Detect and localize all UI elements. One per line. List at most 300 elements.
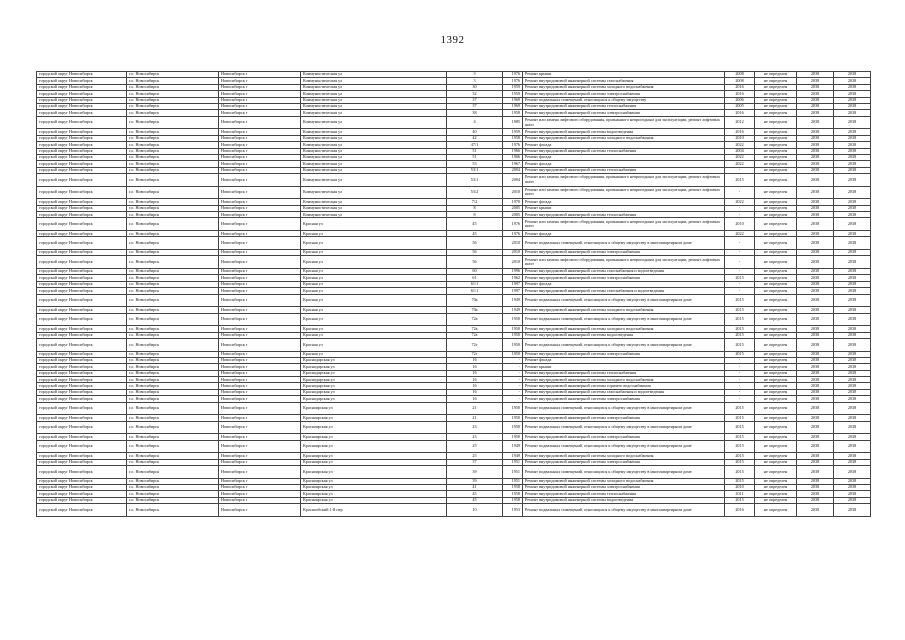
work-type-cell: Ремонт подвальных помещений, относящихся к общему имуществу в многоквартирном доме bbox=[523, 402, 725, 415]
locality-cell: Новосибирск г bbox=[219, 377, 301, 383]
municipality-cell: городской округ Новосибирск bbox=[37, 231, 127, 237]
page-number: 1392 bbox=[440, 34, 465, 46]
year-built-cell: - bbox=[503, 364, 523, 370]
year-built-cell: 1958 bbox=[503, 135, 523, 141]
street-cell: Красноярская ул bbox=[301, 434, 447, 440]
year-built-cell: - bbox=[503, 357, 523, 363]
year-plan-end-cell: 2038 bbox=[834, 357, 871, 363]
locality-cell: Новосибирск г bbox=[219, 370, 301, 376]
locality-cell: Новосибирск г bbox=[219, 116, 301, 129]
work-type-cell: Ремонт внутридомовой инженерной системы горячего водоснабжения bbox=[523, 383, 725, 389]
year-from-cell: 2010 bbox=[725, 484, 755, 490]
settlement-cell: г.о. Новосибирск bbox=[127, 370, 219, 376]
settlement-cell: г.о. Новосибирск bbox=[127, 78, 219, 84]
work-type-cell: Ремонт крыши bbox=[523, 364, 725, 370]
year-plan-start-cell: 2038 bbox=[797, 135, 834, 141]
year-built-cell: 1976 bbox=[503, 142, 523, 148]
settlement-cell: г.о. Новосибирск bbox=[127, 103, 219, 109]
status-cell: не определен bbox=[755, 97, 797, 103]
municipality-cell: городской округ Новосибирск bbox=[37, 103, 127, 109]
status-cell: не определен bbox=[755, 154, 797, 160]
year-plan-end-cell: 2038 bbox=[834, 250, 871, 256]
year-built-cell: 2004 bbox=[503, 174, 523, 187]
year-built-cell: 1969 bbox=[503, 97, 523, 103]
year-from-cell: 2015 bbox=[725, 421, 755, 434]
settlement-cell: г.о. Новосибирск bbox=[127, 351, 219, 357]
year-plan-end-cell: 2038 bbox=[834, 148, 871, 154]
status-cell: не определен bbox=[755, 212, 797, 218]
locality-cell: Новосибирск г bbox=[219, 459, 301, 465]
status-cell: не определен bbox=[755, 288, 797, 294]
year-plan-start-cell: 2038 bbox=[797, 504, 834, 517]
street-cell: Красная ул bbox=[301, 250, 447, 256]
locality-cell: Новосибирск г bbox=[219, 91, 301, 97]
status-cell: не определен bbox=[755, 275, 797, 281]
municipality-cell: городской округ Новосибирск bbox=[37, 415, 127, 421]
municipality-cell: городской округ Новосибирск bbox=[37, 161, 127, 167]
municipality-cell: городской округ Новосибирск bbox=[37, 135, 127, 141]
status-cell: не определен bbox=[755, 434, 797, 440]
table-row bbox=[37, 465, 871, 478]
locality-cell: Новосибирск г bbox=[219, 440, 301, 453]
year-plan-end-cell: 2038 bbox=[834, 72, 871, 78]
table-row bbox=[37, 421, 871, 434]
street-cell: Коммунистическая ул bbox=[301, 103, 447, 109]
work-type-cell: Ремонт подвальных помещений, относящихся к общему имуществу в многоквартирном доме bbox=[523, 237, 725, 250]
year-from-cell: 2011 bbox=[725, 491, 755, 497]
street-cell: Красная ул bbox=[301, 237, 447, 250]
year-plan-start-cell: 2038 bbox=[797, 237, 834, 250]
year-from-cell: 2015 bbox=[725, 338, 755, 351]
year-from-cell: - bbox=[725, 370, 755, 376]
year-built-cell: 1985 bbox=[503, 116, 523, 129]
municipality-cell: городской округ Новосибирск bbox=[37, 453, 127, 459]
street-cell: Красноярская ул bbox=[301, 421, 447, 434]
locality-cell: Новосибирск г bbox=[219, 275, 301, 281]
work-type-cell: Ремонт внутридомовой инженерной системы теплоснабжения bbox=[523, 103, 725, 109]
year-plan-end-cell: 2038 bbox=[834, 275, 871, 281]
settlement-cell: г.о. Новосибирск bbox=[127, 154, 219, 160]
house-cell: 61/1 bbox=[447, 288, 503, 294]
locality-cell: Новосибирск г bbox=[219, 465, 301, 478]
locality-cell: Новосибирск г bbox=[219, 231, 301, 237]
work-type-cell: Ремонт внутридомовой инженерной системы электроснабжения bbox=[523, 434, 725, 440]
municipality-cell: городской округ Новосибирск bbox=[37, 84, 127, 90]
work-type-cell: Ремонт или замена лифтового оборудования, признанного непригодным для эксплуатации, ремонт лифтовых шахт bbox=[523, 256, 725, 269]
house-cell: 25 bbox=[447, 453, 503, 459]
year-plan-end-cell: 2038 bbox=[834, 434, 871, 440]
house-cell: 37 bbox=[447, 103, 503, 109]
year-plan-end-cell: 2038 bbox=[834, 129, 871, 135]
locality-cell: Новосибирск г bbox=[219, 142, 301, 148]
settlement-cell: г.о. Новосибирск bbox=[127, 459, 219, 465]
locality-cell: Новосибирск г bbox=[219, 174, 301, 187]
year-built-cell: 1958 bbox=[503, 484, 523, 490]
work-type-cell: Ремонт внутридомовой инженерной системы холодного водоснабжения bbox=[523, 453, 725, 459]
year-plan-end-cell: 2038 bbox=[834, 161, 871, 167]
year-built-cell: 1949 bbox=[503, 294, 523, 307]
year-plan-start-cell: 2038 bbox=[797, 497, 834, 503]
work-type-cell: Ремонт внутридомовой инженерной системы электроснабжения bbox=[523, 351, 725, 357]
year-plan-end-cell: 2038 bbox=[834, 281, 871, 287]
municipality-cell: городской округ Новосибирск bbox=[37, 250, 127, 256]
locality-cell: Новосибирск г bbox=[219, 129, 301, 135]
settlement-cell: г.о. Новосибирск bbox=[127, 72, 219, 78]
locality-cell: Новосибирск г bbox=[219, 326, 301, 332]
settlement-cell: г.о. Новосибирск bbox=[127, 231, 219, 237]
year-from-cell: 2015 bbox=[725, 453, 755, 459]
year-plan-start-cell: 2038 bbox=[797, 338, 834, 351]
settlement-cell: г.о. Новосибирск bbox=[127, 250, 219, 256]
work-type-cell: Ремонт внутридомовой инженерной системы холодного водоснабжения bbox=[523, 135, 725, 141]
status-cell: не определен bbox=[755, 148, 797, 154]
status-cell: не определен bbox=[755, 142, 797, 148]
year-from-cell: - bbox=[725, 167, 755, 173]
municipality-cell: городской округ Новосибирск bbox=[37, 218, 127, 231]
year-built-cell: - bbox=[503, 396, 523, 402]
year-plan-end-cell: 2038 bbox=[834, 453, 871, 459]
municipality-cell: городской округ Новосибирск bbox=[37, 212, 127, 218]
year-plan-start-cell: 2038 bbox=[797, 434, 834, 440]
status-cell: не определен bbox=[755, 364, 797, 370]
settlement-cell: г.о. Новосибирск bbox=[127, 91, 219, 97]
house-cell: 39 bbox=[447, 478, 503, 484]
house-cell: 72г bbox=[447, 351, 503, 357]
year-plan-end-cell: 2038 bbox=[834, 377, 871, 383]
table-row bbox=[37, 313, 871, 326]
locality-cell: Новосибирск г bbox=[219, 186, 301, 199]
settlement-cell: г.о. Новосибирск bbox=[127, 497, 219, 503]
year-from-cell: - bbox=[725, 389, 755, 395]
year-plan-end-cell: 2038 bbox=[834, 465, 871, 478]
house-cell: 16 bbox=[447, 370, 503, 376]
settlement-cell: г.о. Новосибирск bbox=[127, 288, 219, 294]
year-built-cell: 1949 bbox=[503, 453, 523, 459]
municipality-cell: городской округ Новосибирск bbox=[37, 268, 127, 274]
year-built-cell: 1953 bbox=[503, 504, 523, 517]
locality-cell: Новосибирск г bbox=[219, 484, 301, 490]
municipality-cell: городской округ Новосибирск bbox=[37, 421, 127, 434]
street-cell: Коммунистическая ул bbox=[301, 148, 447, 154]
year-built-cell: 1950 bbox=[503, 326, 523, 332]
house-cell: 53 bbox=[447, 161, 503, 167]
year-from-cell: 2016 bbox=[725, 504, 755, 517]
street-cell: Красноярская ул bbox=[301, 491, 447, 497]
year-built-cell: 1958 bbox=[503, 491, 523, 497]
work-type-cell: Ремонт внутридомовой инженерной системы холодного водоснабжения bbox=[523, 478, 725, 484]
house-cell: 30 bbox=[447, 84, 503, 90]
year-plan-end-cell: 2038 bbox=[834, 135, 871, 141]
year-plan-start-cell: 2038 bbox=[797, 110, 834, 116]
house-cell: 16 bbox=[447, 383, 503, 389]
municipality-cell: городской округ Новосибирск bbox=[37, 459, 127, 465]
year-plan-start-cell: 2038 bbox=[797, 218, 834, 231]
status-cell: не определен bbox=[755, 338, 797, 351]
year-built-cell: - bbox=[503, 389, 523, 395]
year-built-cell: 2010 bbox=[503, 256, 523, 269]
municipality-cell: городской округ Новосибирск bbox=[37, 110, 127, 116]
street-cell: Красноярская ул bbox=[301, 453, 447, 459]
year-plan-start-cell: 2038 bbox=[797, 256, 834, 269]
year-from-cell: 2006 bbox=[725, 97, 755, 103]
settlement-cell: г.о. Новосибирск bbox=[127, 275, 219, 281]
street-cell: Краснодарская ул bbox=[301, 377, 447, 383]
year-built-cell: 1951 bbox=[503, 465, 523, 478]
work-type-cell: Ремонт фасада bbox=[523, 281, 725, 287]
year-plan-start-cell: 2038 bbox=[797, 332, 834, 338]
table-body bbox=[37, 72, 871, 517]
house-cell: 51 bbox=[447, 148, 503, 154]
work-type-cell: Ремонт подвальных помещений, относящихся к общему имуществу в многоквартирном доме bbox=[523, 465, 725, 478]
municipality-cell: городской округ Новосибирск bbox=[37, 72, 127, 78]
status-cell: не определен bbox=[755, 478, 797, 484]
street-cell: Красная ул bbox=[301, 268, 447, 274]
year-plan-end-cell: 2038 bbox=[834, 205, 871, 211]
house-cell: 53/1 bbox=[447, 167, 503, 173]
settlement-cell: г.о. Новосибирск bbox=[127, 383, 219, 389]
year-plan-end-cell: 2038 bbox=[834, 294, 871, 307]
work-type-cell: Ремонт фасада bbox=[523, 154, 725, 160]
year-plan-start-cell: 2038 bbox=[797, 459, 834, 465]
street-cell: Красная ул bbox=[301, 288, 447, 294]
house-cell: 61/1 bbox=[447, 281, 503, 287]
settlement-cell: г.о. Новосибирск bbox=[127, 218, 219, 231]
house-cell: 72г bbox=[447, 338, 503, 351]
settlement-cell: г.о. Новосибирск bbox=[127, 199, 219, 205]
year-plan-end-cell: 2038 bbox=[834, 116, 871, 129]
house-cell: 16 bbox=[447, 389, 503, 395]
work-type-cell: Ремонт внутридомовой инженерной системы теплоснабжения bbox=[523, 212, 725, 218]
year-from-cell: 2015 bbox=[725, 307, 755, 313]
locality-cell: Новосибирск г bbox=[219, 288, 301, 294]
status-cell: не определен bbox=[755, 415, 797, 421]
year-from-cell: - bbox=[725, 377, 755, 383]
house-cell: 56 bbox=[447, 237, 503, 250]
work-type-cell: Ремонт или замена лифтового оборудования, признанного непригодным для эксплуатации, ремонт лифтовых шахт bbox=[523, 174, 725, 187]
locality-cell: Новосибирск г bbox=[219, 205, 301, 211]
capital-repair-table bbox=[36, 71, 871, 517]
year-plan-start-cell: 2038 bbox=[797, 167, 834, 173]
settlement-cell: г.о. Новосибирск bbox=[127, 84, 219, 90]
work-type-cell: Ремонт внутридомовой инженерной системы газоснабжения и водоотведения bbox=[523, 389, 725, 395]
year-plan-end-cell: 2038 bbox=[834, 364, 871, 370]
year-built-cell: - bbox=[503, 377, 523, 383]
municipality-cell: городской округ Новосибирск bbox=[37, 364, 127, 370]
settlement-cell: г.о. Новосибирск bbox=[127, 174, 219, 187]
street-cell: Коммунистическая ул bbox=[301, 167, 447, 173]
year-from-cell: - bbox=[725, 383, 755, 389]
settlement-cell: г.о. Новосибирск bbox=[127, 478, 219, 484]
year-plan-end-cell: 2038 bbox=[834, 218, 871, 231]
year-plan-start-cell: 2038 bbox=[797, 484, 834, 490]
table-row bbox=[37, 116, 871, 129]
year-plan-end-cell: 2038 bbox=[834, 174, 871, 187]
locality-cell: Новосибирск г bbox=[219, 154, 301, 160]
settlement-cell: г.о. Новосибирск bbox=[127, 377, 219, 383]
house-cell: 21 bbox=[447, 415, 503, 421]
year-plan-start-cell: 2038 bbox=[797, 370, 834, 376]
locality-cell: Новосибирск г bbox=[219, 402, 301, 415]
work-type-cell: Ремонт внутридомовой инженерной системы теплоснабжения bbox=[523, 148, 725, 154]
status-cell: не определен bbox=[755, 383, 797, 389]
settlement-cell: г.о. Новосибирск bbox=[127, 504, 219, 517]
year-plan-start-cell: 2038 bbox=[797, 478, 834, 484]
work-type-cell: Ремонт внутридомовой инженерной системы электроснабжения bbox=[523, 459, 725, 465]
house-cell: 32 bbox=[447, 91, 503, 97]
locality-cell: Новосибирск г bbox=[219, 383, 301, 389]
status-cell: не определен bbox=[755, 72, 797, 78]
status-cell: не определен bbox=[755, 174, 797, 187]
year-plan-start-cell: 2038 bbox=[797, 396, 834, 402]
year-plan-end-cell: 2038 bbox=[834, 288, 871, 294]
year-from-cell: - bbox=[725, 256, 755, 269]
municipality-cell: городской округ Новосибирск bbox=[37, 174, 127, 187]
settlement-cell: г.о. Новосибирск bbox=[127, 364, 219, 370]
settlement-cell: г.о. Новосибирск bbox=[127, 129, 219, 135]
work-type-cell: Ремонт подвальных помещений, относящихся к общему имуществу в многоквартирном доме bbox=[523, 338, 725, 351]
work-type-cell: Ремонт подвальных помещений, относящихся к общему имуществу в многоквартирном доме bbox=[523, 421, 725, 434]
house-cell: 8 bbox=[447, 205, 503, 211]
status-cell: не определен bbox=[755, 116, 797, 129]
work-type-cell: Ремонт внутридомовой инженерной системы электроснабжения bbox=[523, 484, 725, 490]
year-plan-end-cell: 2038 bbox=[834, 402, 871, 415]
municipality-cell: городской округ Новосибирск bbox=[37, 148, 127, 154]
locality-cell: Новосибирск г bbox=[219, 364, 301, 370]
work-type-cell: Ремонт фасада bbox=[523, 231, 725, 237]
house-cell: 7/2 bbox=[447, 199, 503, 205]
year-plan-end-cell: 2038 bbox=[834, 497, 871, 503]
settlement-cell: г.о. Новосибирск bbox=[127, 440, 219, 453]
year-from-cell: 2016 bbox=[725, 84, 755, 90]
year-from-cell: 2005 bbox=[725, 103, 755, 109]
municipality-cell: городской округ Новосибирск bbox=[37, 338, 127, 351]
year-plan-end-cell: 2038 bbox=[834, 332, 871, 338]
year-from-cell: 2015 bbox=[725, 326, 755, 332]
house-cell: 56 bbox=[447, 250, 503, 256]
settlement-cell: г.о. Новосибирск bbox=[127, 97, 219, 103]
settlement-cell: г.о. Новосибирск bbox=[127, 338, 219, 351]
street-cell: Коммунистическая ул bbox=[301, 91, 447, 97]
street-cell: Коммунистическая ул bbox=[301, 97, 447, 103]
year-from-cell: 2022 bbox=[725, 154, 755, 160]
municipality-cell: городской округ Новосибирск bbox=[37, 377, 127, 383]
status-cell: не определен bbox=[755, 497, 797, 503]
status-cell: не определен bbox=[755, 402, 797, 415]
year-built-cell: 2010 bbox=[503, 250, 523, 256]
locality-cell: Новосибирск г bbox=[219, 294, 301, 307]
street-cell: Коммунистическая ул bbox=[301, 161, 447, 167]
street-cell: Краснодарская ул bbox=[301, 396, 447, 402]
locality-cell: Новосибирск г bbox=[219, 256, 301, 269]
status-cell: не определен bbox=[755, 110, 797, 116]
year-built-cell: 1997 bbox=[503, 281, 523, 287]
year-from-cell: - bbox=[725, 237, 755, 250]
year-built-cell: 1976 bbox=[503, 78, 523, 84]
year-built-cell: 1950 bbox=[503, 415, 523, 421]
street-cell: Коммунистическая ул bbox=[301, 154, 447, 160]
year-from-cell: 2015 bbox=[725, 440, 755, 453]
work-type-cell: Ремонт внутридомовой инженерной системы электроснабжения bbox=[523, 275, 725, 281]
status-cell: не определен bbox=[755, 84, 797, 90]
work-type-cell: Ремонт или замена лифтового оборудования, признанного непригодным для эксплуатации, ремонт лифтовых шахт bbox=[523, 186, 725, 199]
year-plan-start-cell: 2038 bbox=[797, 383, 834, 389]
locality-cell: Новосибирск г bbox=[219, 307, 301, 313]
table-row bbox=[37, 294, 871, 307]
year-built-cell: 1959 bbox=[503, 84, 523, 90]
municipality-cell: городской округ Новосибирск bbox=[37, 294, 127, 307]
work-type-cell: Ремонт или замена лифтового оборудования, признанного непригодным для эксплуатации, ремонт лифтовых шахт bbox=[523, 218, 725, 231]
locality-cell: Новосибирск г bbox=[219, 212, 301, 218]
year-built-cell: 1970 bbox=[503, 199, 523, 205]
municipality-cell: городской округ Новосибирск bbox=[37, 402, 127, 415]
house-cell: 25 bbox=[447, 440, 503, 453]
street-cell: Красная ул bbox=[301, 256, 447, 269]
table-row bbox=[37, 256, 871, 269]
year-plan-start-cell: 2038 bbox=[797, 307, 834, 313]
locality-cell: Новосибирск г bbox=[219, 268, 301, 274]
street-cell: Коммунистическая ул bbox=[301, 78, 447, 84]
year-from-cell: 2016 bbox=[725, 91, 755, 97]
status-cell: не определен bbox=[755, 326, 797, 332]
status-cell: не определен bbox=[755, 504, 797, 517]
work-type-cell: Ремонт подвальных помещений, относящихся к общему имуществу в многоквартирном доме bbox=[523, 313, 725, 326]
settlement-cell: г.о. Новосибирск bbox=[127, 186, 219, 199]
status-cell: не определен bbox=[755, 351, 797, 357]
street-cell: Красная ул bbox=[301, 307, 447, 313]
municipality-cell: городской округ Новосибирск bbox=[37, 288, 127, 294]
house-cell: 40 bbox=[447, 129, 503, 135]
work-type-cell: Ремонт внутридомовой инженерной системы водоотведения bbox=[523, 332, 725, 338]
work-type-cell: Ремонт фасада bbox=[523, 161, 725, 167]
year-from-cell: 2010 bbox=[725, 135, 755, 141]
house-cell: 61 bbox=[447, 275, 503, 281]
municipality-cell: городской округ Новосибирск bbox=[37, 332, 127, 338]
year-plan-end-cell: 2038 bbox=[834, 237, 871, 250]
status-cell: не определен bbox=[755, 491, 797, 497]
street-cell: Краснодарская ул bbox=[301, 389, 447, 395]
year-plan-start-cell: 2038 bbox=[797, 288, 834, 294]
status-cell: не определен bbox=[755, 256, 797, 269]
municipality-cell: городской округ Новосибирск bbox=[37, 389, 127, 395]
status-cell: не определен bbox=[755, 389, 797, 395]
year-plan-end-cell: 2038 bbox=[834, 110, 871, 116]
house-cell: 8 bbox=[447, 212, 503, 218]
settlement-cell: г.о. Новосибирск bbox=[127, 237, 219, 250]
street-cell: Коммунистическая ул bbox=[301, 142, 447, 148]
settlement-cell: г.о. Новосибирск bbox=[127, 465, 219, 478]
street-cell: Красноярская ул bbox=[301, 459, 447, 465]
municipality-cell: городской округ Новосибирск bbox=[37, 154, 127, 160]
year-plan-start-cell: 2038 bbox=[797, 326, 834, 332]
year-plan-end-cell: 2038 bbox=[834, 186, 871, 199]
year-from-cell: 2015 bbox=[725, 434, 755, 440]
locality-cell: Новосибирск г bbox=[219, 389, 301, 395]
house-cell: 16 bbox=[447, 377, 503, 383]
year-built-cell: 1966 bbox=[503, 148, 523, 154]
street-cell: Красная ул bbox=[301, 231, 447, 237]
status-cell: не определен bbox=[755, 484, 797, 490]
house-cell: 70а bbox=[447, 294, 503, 307]
settlement-cell: г.о. Новосибирск bbox=[127, 453, 219, 459]
house-cell: 37 bbox=[447, 459, 503, 465]
locality-cell: Новосибирск г bbox=[219, 497, 301, 503]
locality-cell: Новосибирск г bbox=[219, 281, 301, 287]
street-cell: Коммунистическая ул bbox=[301, 129, 447, 135]
year-plan-end-cell: 2038 bbox=[834, 167, 871, 173]
status-cell: не определен bbox=[755, 205, 797, 211]
street-cell: Красная ул bbox=[301, 338, 447, 351]
locality-cell: Новосибирск г bbox=[219, 332, 301, 338]
